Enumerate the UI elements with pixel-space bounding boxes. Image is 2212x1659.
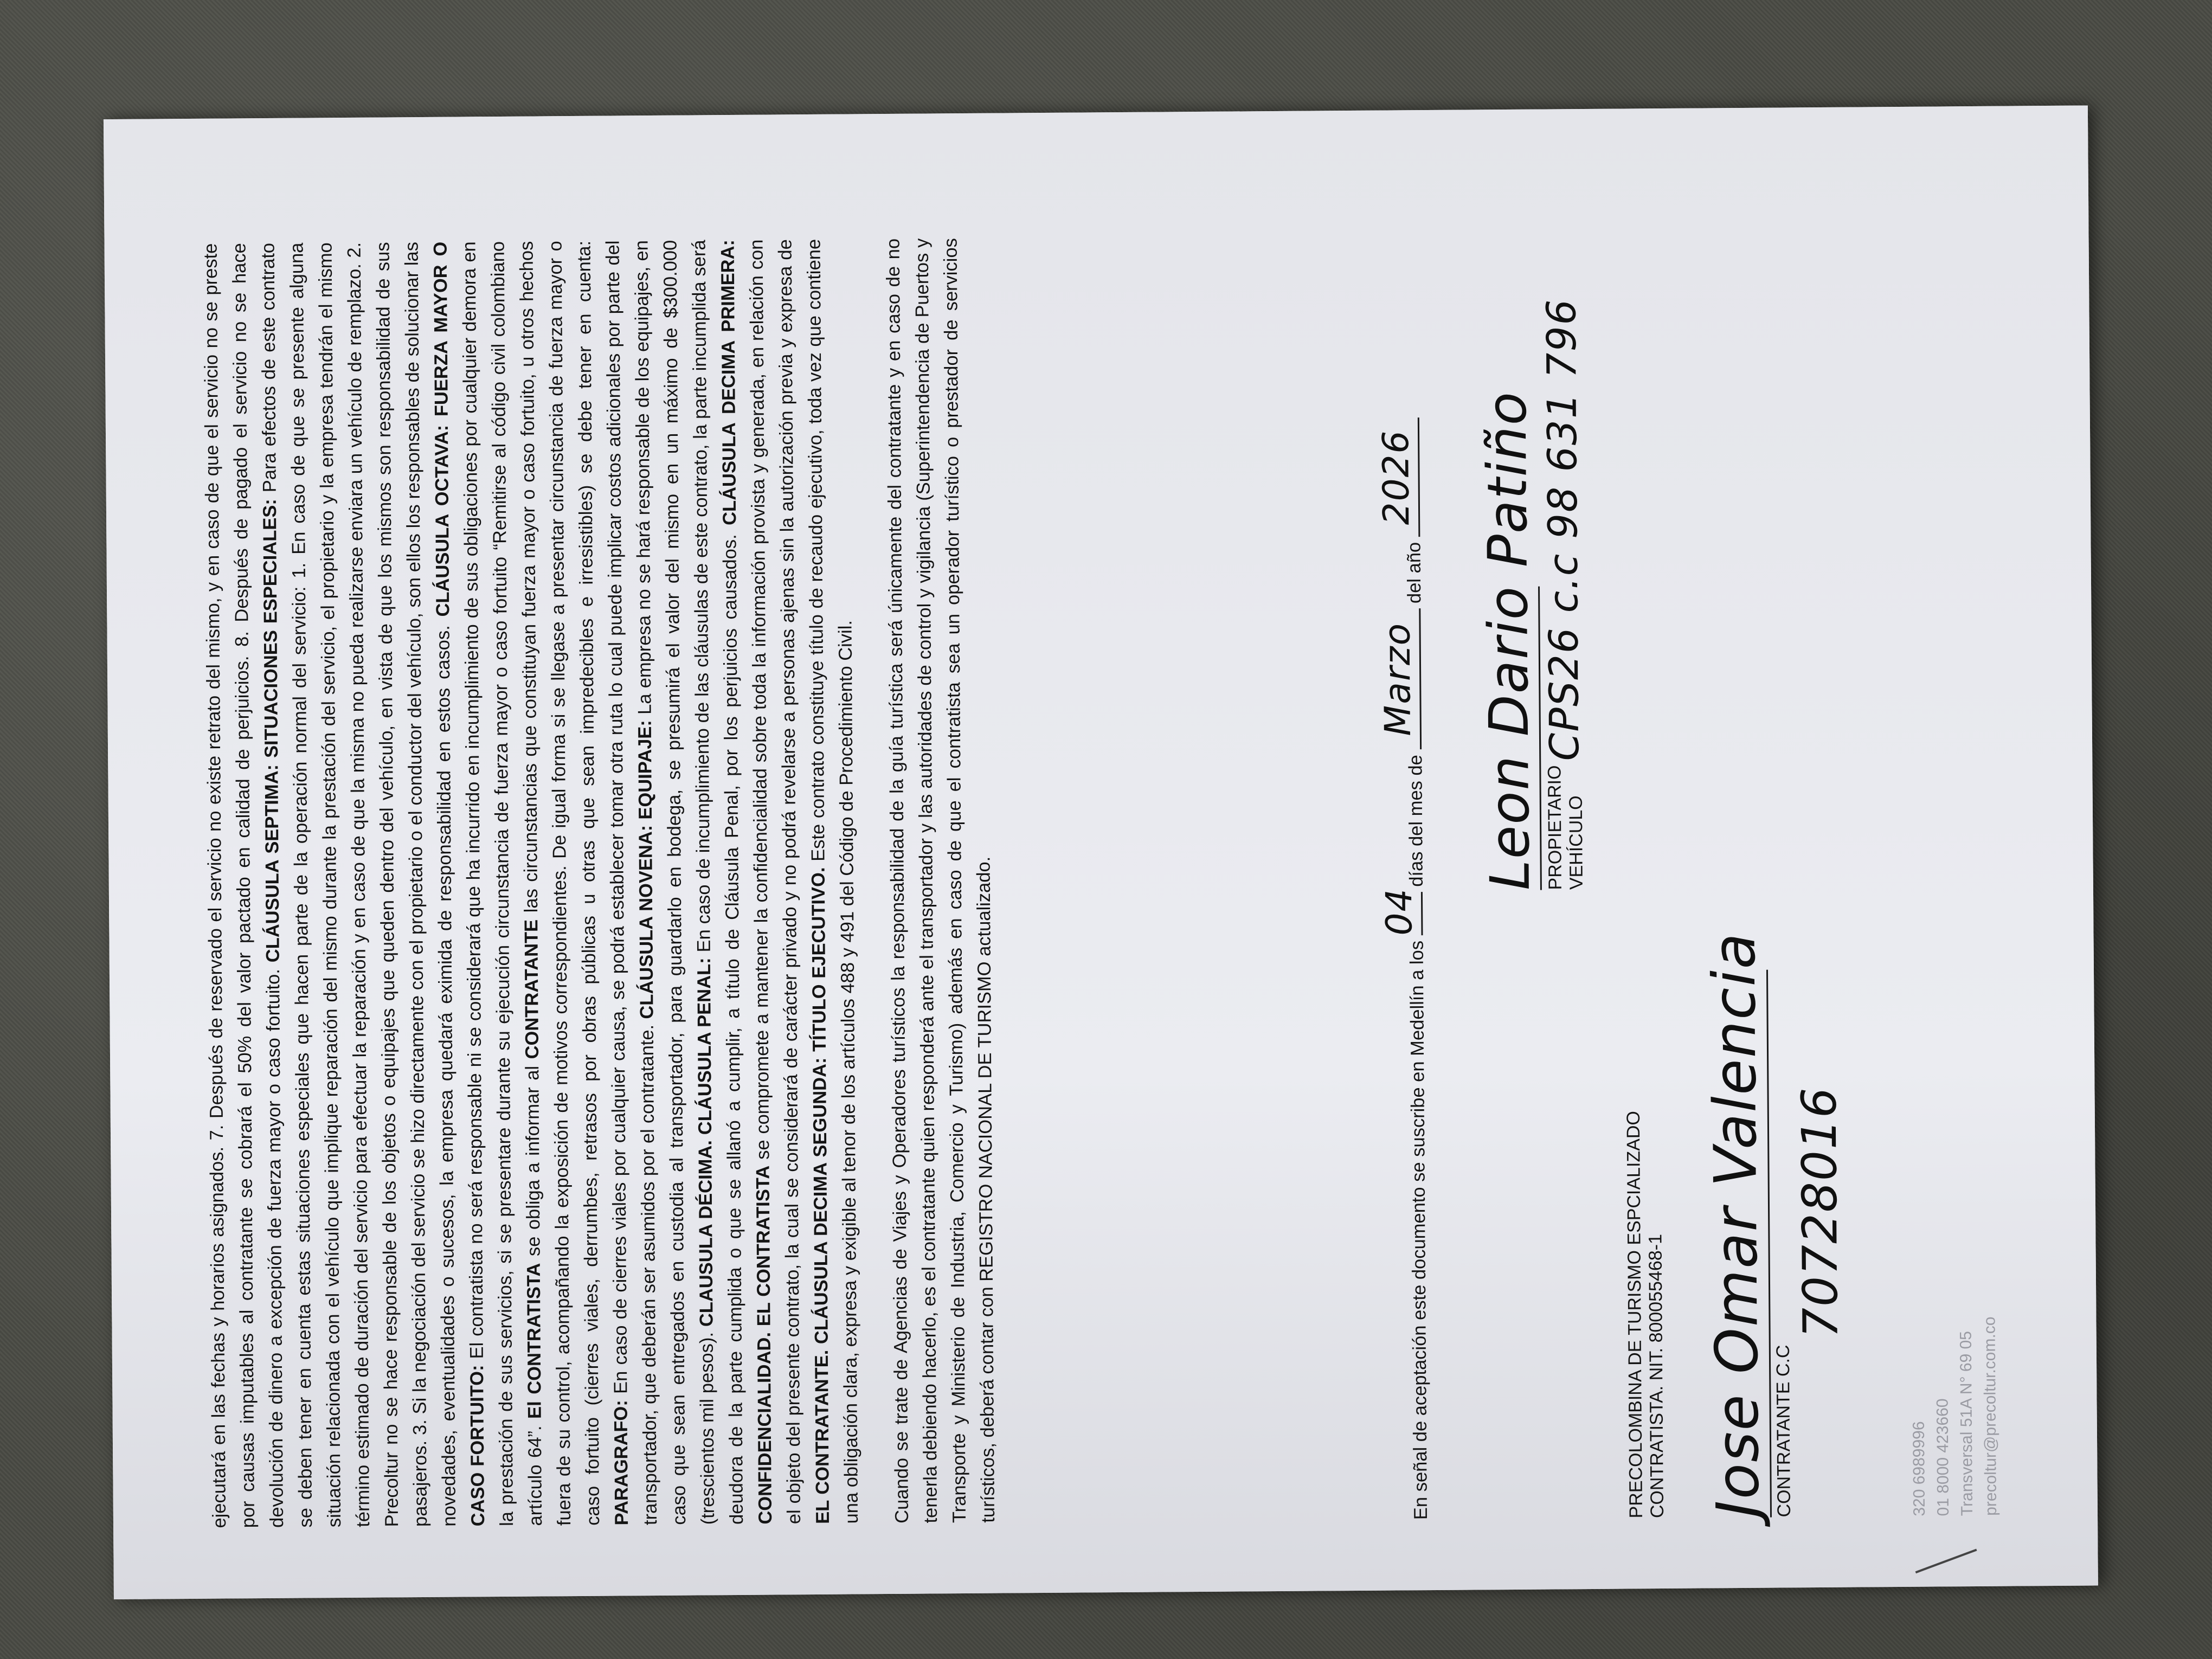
footer-phone-1: 320 6989996	[1909, 1421, 1929, 1516]
clause-heading: CLÁUSULA OCTAVA: FUERZA MAYOR O CASO FORTUITO:	[430, 241, 489, 1527]
contract-body	[197, 237, 1025, 1528]
month-handwritten: Marzo	[1376, 622, 1419, 736]
clause-heading: EL CONTRATANTE. CLÁUSULA DECIMA SEGUNDA: TÍTULO EJECUTIVO.	[808, 867, 834, 1524]
contratante-signature: Jose Omar Valencia	[1700, 931, 1773, 1518]
acceptance-text-1: En señal de aceptación este documento se suscribe en Medellín a los	[1406, 940, 1432, 1520]
contratista-block	[1623, 1030, 1668, 1519]
footer-address: Transversal 51A N° 69 05	[1957, 1330, 1977, 1516]
clause-heading: El CONTRATISTA	[523, 1263, 545, 1419]
tourism-paragraph: Cuando se trate de Agencias de Viajes y Operadores turísticos la responsabilidad de la guía turística será únicamente del contratante y en caso de no tenerla debiendo hacerlo, es el contratante quien responderá ante el transportador y las autoridades de control y vigilancia (Superintendencia de Puertos y Transporte y Ministerio de Industria, Comercio y Turismo) además en caso de que el contratista sea un operador turístico o prestador de servicios turísticos, deberá contar con REGISTRO NACIONAL DE TURISMO actualizado.	[883, 238, 999, 1523]
year-handwritten: 2026	[1374, 429, 1418, 525]
clause-heading: CLÁUSULA NOVENA: EQUIPAJE:	[634, 720, 658, 1019]
propietario-label: PROPIETARIO VEHÍCULO	[1544, 765, 1587, 890]
clause-heading: CLÁUSULA DECIMA PRIMERA: CONFIDENCIALIDAD. EL CONTRATISTA	[717, 239, 776, 1525]
clause-text: las circunstancias que constituyan fuerza mayor o caso fortuito, u otros hechos fuera de su control, acompañando la exposición de motivos correspondientes. De igual forma si se llegase a presentar circunstancia de fuerza mayor o caso fortuito (cierres viales, derrumbes, retrasos por obras públicas u otras que sean impredecibles e irresistibles) se debe tener en cuenta:	[516, 240, 604, 1526]
acceptance-text-3: del año	[1404, 542, 1425, 604]
propietario-signature: Leon Dario Patiño	[1475, 390, 1542, 891]
company-name: PRECOLOMBINA DE TURISMO ESPCIALIZADO	[1623, 1110, 1647, 1519]
day-field	[1378, 888, 1423, 936]
clause-heading: CLÁUSULA SEPTIMA: SITUACIONES ESPECIALES:	[259, 499, 284, 963]
clause-text: La empresa no se hará responsable de los equipajes, en caso que sean entregados en custodia al transportador, para guardarlo en bodega, se presumirá el valor del mismo en un máximo de $300.000 (trescientos mil pesos).	[631, 240, 719, 1525]
clause-text: El contratista no será responsable ni se considerará que ha incurrido en incumplimiento de sus obligaciones por cualquier demora en la prestación de sus servicios, si se presentare durante su ejecución circunstancia de fuerza mayor o caso fortuito “Remitirse al código civil colombiano artículo 64”.	[459, 241, 546, 1527]
contract-page	[104, 106, 2098, 1599]
clause-text: Para efectos de este contrato se deben tener en cuenta estas situaciones especiales que hacen parte de la operación normal del servicio: 1. En caso de que se presente alguna situación relacionada con el vehículo que implique reparación del mismo durante la prestación del servicio, el propietario y la empresa tendrán el mismo término estimado de duración del servicio para efectuar la reparación y en caso de que la misma no pueda realizarse enviara un vehículo de remplazo. 2. Precoltur no se hace responsable de los objetos o equipajes que queden dentro del vehículo, en vista de que los mismos son responsabilidad de sus pasajeros. 3. Si la negociación del servicio se hizo directamente con el propietario o el conductor del vehículo, son ellos los responsables de solucionar las novedades, eventualidades o sucesos, la empresa quedará eximida de responsabilidad en estos casos.	[258, 241, 460, 1528]
clause-heading: CLAUSULA DÉCIMA. CLÁUSULA PENAL:	[693, 957, 717, 1327]
clause-text: se compromete a mantener la confidencialidad sobre toda la información provista y generada, en relación con el objeto del presente contrato, la cual se considerará de carácter privado y no podrá revelarse a personas ajenas sin la autorización previa y expresa de	[746, 239, 805, 1525]
propietario-block	[1475, 298, 1589, 891]
clause-text: En caso de cierres viales por cualquier causa, se podrá establecer tomar otra ruta lo cual puede implicar costos adicionales por parte del transportador, que deberán ser asumidos por el contratante.	[602, 240, 661, 1526]
acceptance-text-2: días del mes de	[1405, 755, 1427, 887]
clause-heading: PARAGRAFO:	[610, 1400, 633, 1526]
contratante-id-handwritten: 70728016	[1791, 1086, 1849, 1339]
year-field	[1374, 417, 1420, 537]
footer-email: precoltur@precoltur.com.co	[1980, 1316, 2001, 1516]
clause-text: Este contrato constituye título de recaudo ejecutivo, toda vez que contiene una obligación clara, expresa y exigible al tenor de los artículos 488 y 491 del Código de Procedimiento Civil.	[803, 239, 863, 1524]
day-handwritten: 04	[1378, 888, 1420, 936]
clause-text: En caso de incumplimiento de las cláusulas de este contrato, la parte incumplida será deudora de la parte cumplida o que se allanó a cumplir, a título de Cláusula Penal, por los perjuicios causados.	[689, 240, 748, 1525]
contratante-block	[1700, 866, 1849, 1518]
clause-text: se obliga a informar al	[522, 1059, 544, 1263]
contratante-label: CONTRATANTE C.C	[1772, 1345, 1795, 1517]
footer-phone-2: 01 8000 423660	[1933, 1398, 1953, 1516]
clause-heading: CONTRATANTE	[521, 919, 543, 1059]
company-footer	[1904, 974, 2003, 1516]
month-field	[1376, 609, 1422, 750]
contratista-nit: CONTRATISTA. NIT. 800055468-1	[1645, 1233, 1668, 1519]
propietario-id-handwritten: CPS26 c.c 98 631 796	[1538, 298, 1589, 761]
clause-text: ejecutará en las fechas y horarios asignados. 7. Después de reservado el servicio no existe retrato del mismo, y en caso de que el servicio no se preste por causas imputables al contratante se cobrará el 50% del valor pactado en calidad de perjuicios. 8. Después de pagado el servicio no se hace devolución de dinero a excepción de fuerza mayor o caso fortuito.	[200, 243, 288, 1528]
clauses-paragraph	[197, 239, 867, 1528]
acceptance-line	[1374, 218, 1432, 1520]
pen-mark	[1915, 1549, 1977, 1574]
